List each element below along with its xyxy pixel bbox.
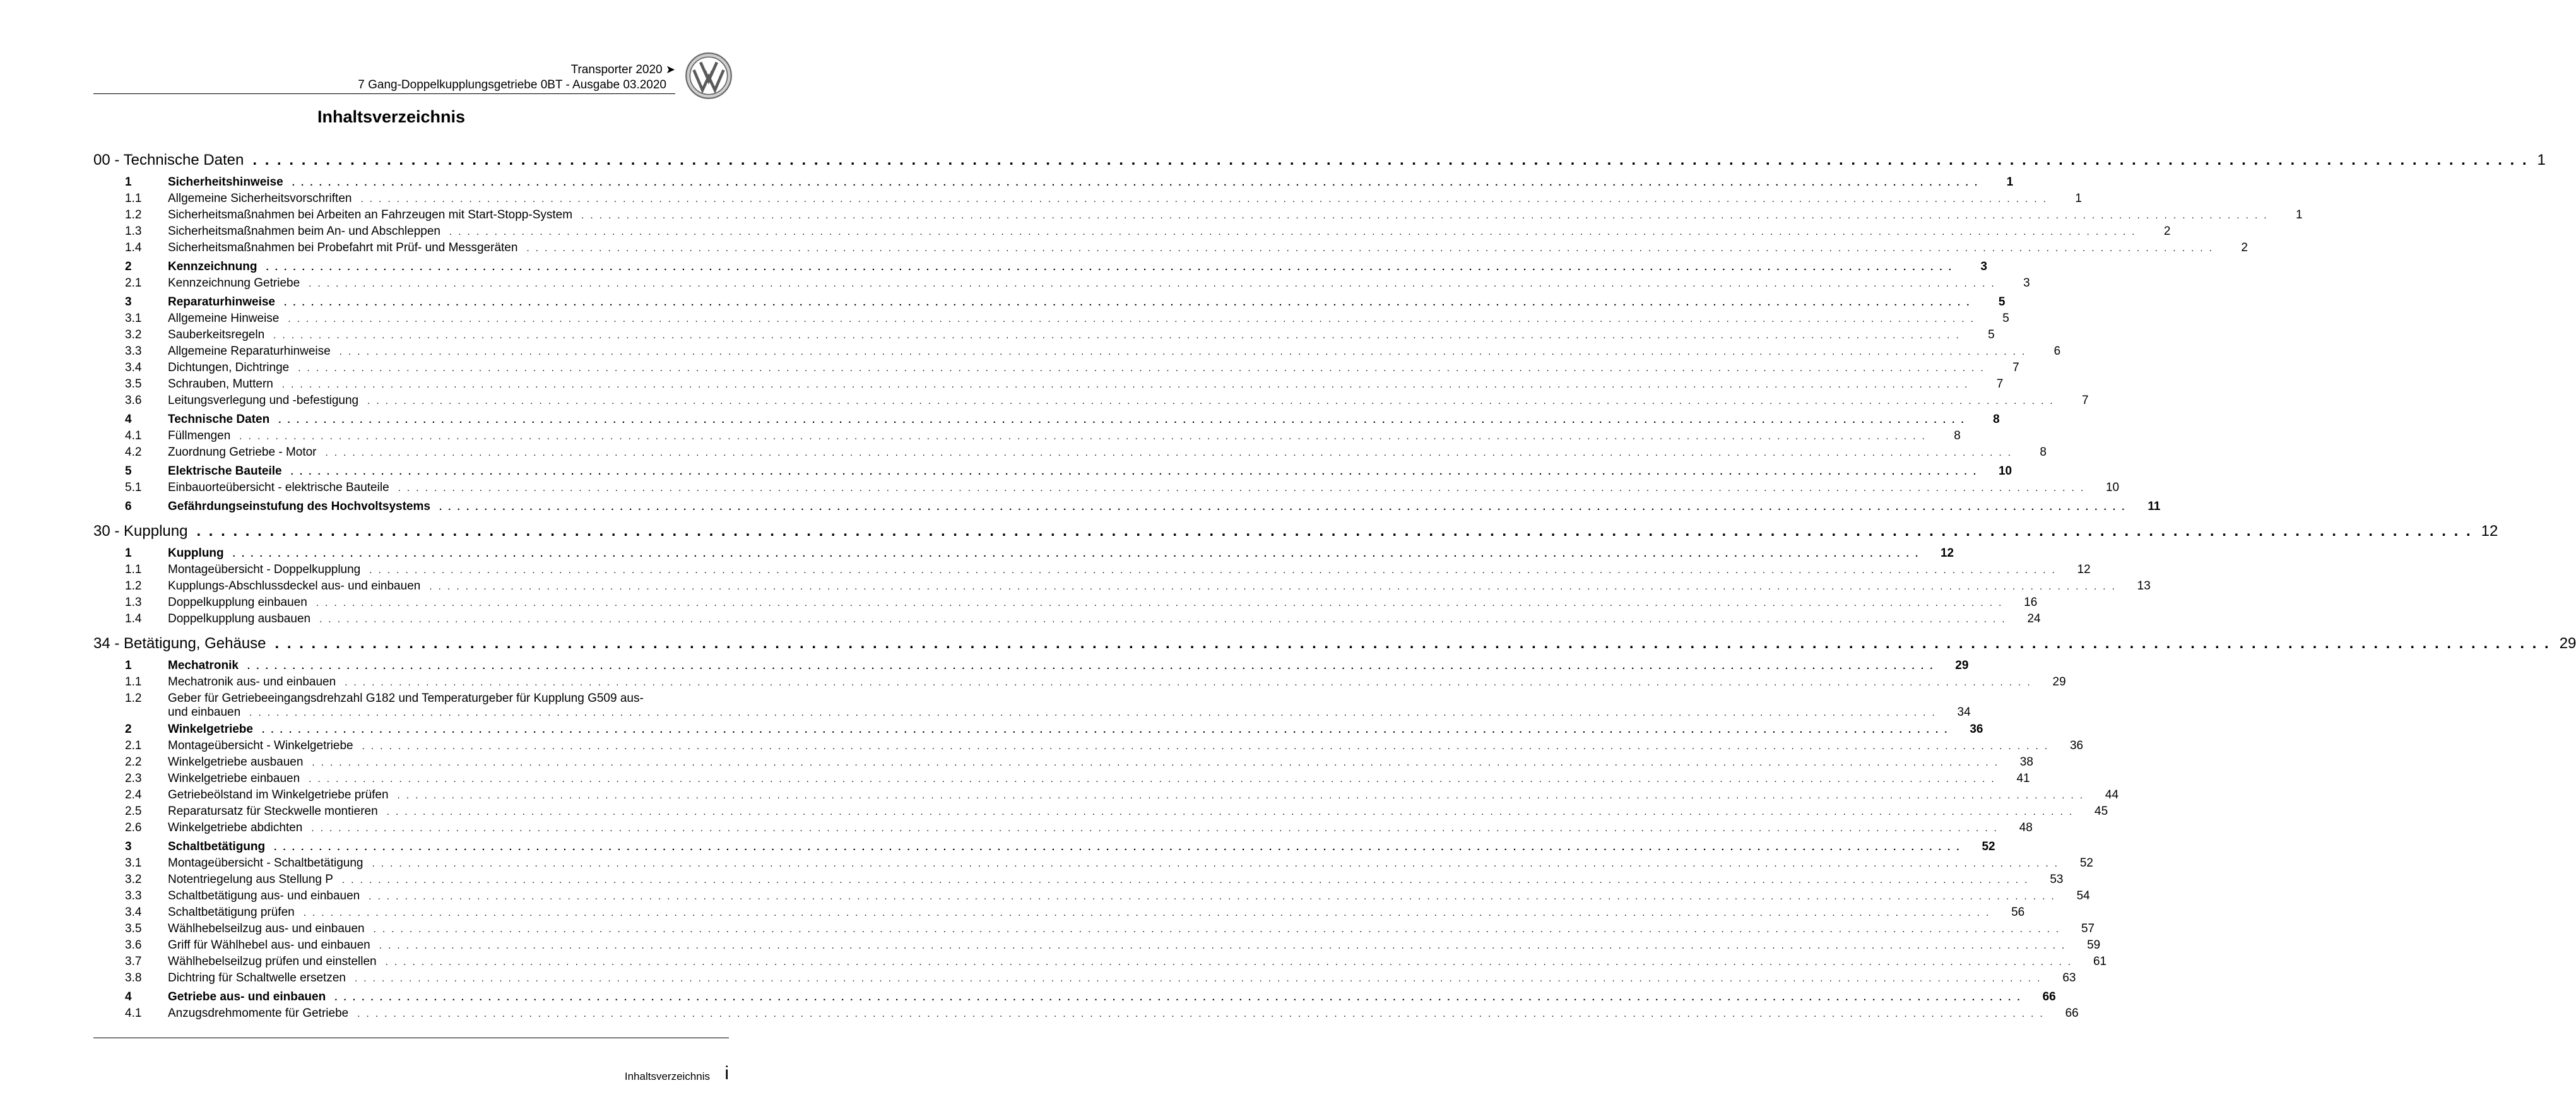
toc-item-page: 44: [2105, 788, 2119, 802]
toc-item-title: Sauberkeitsregeln: [168, 328, 265, 341]
toc-section: [93, 990, 2079, 1023]
toc-item-title-line2: und einbauen: [168, 706, 241, 719]
toc-item-number: 3.4: [125, 361, 142, 374]
toc-section-title: Winkelgetriebe: [168, 723, 253, 736]
toc-item-page: 8: [1954, 429, 1961, 442]
toc-section-number: 4: [125, 413, 132, 426]
toc-item-title: Montageübersicht - Doppelkupplung: [168, 563, 361, 576]
toc-section-title: Technische Daten: [168, 413, 270, 426]
leader-dots: [326, 447, 2012, 458]
toc-item-number: 4.2: [125, 446, 142, 459]
toc-item-title: Winkelgetriebe einbauen: [168, 772, 300, 785]
toc-section-link[interactable]: [93, 723, 1983, 739]
toc-item-title-line1: Geber für Getriebeeingangsdrehzahl G182 und Temperaturgeber für Kupplung G509 aus-: [168, 692, 644, 705]
toc-item-number: 5.1: [125, 481, 142, 494]
toc-chapter: [93, 151, 2546, 516]
toc-section: [93, 175, 2303, 258]
leader-dots: [291, 466, 1978, 477]
toc-section-title: Elektrische Bauteile: [168, 465, 282, 478]
toc-item-link[interactable]: [93, 906, 2025, 922]
toc-item-number: 1.4: [125, 241, 142, 254]
toc-item-link[interactable]: [93, 788, 2119, 805]
toc-item-link[interactable]: [93, 596, 2038, 612]
toc-item-link[interactable]: [93, 225, 2171, 241]
toc-item-link[interactable]: [93, 675, 2066, 692]
leader-dots: [304, 908, 1990, 918]
toc-item-page: 38: [2019, 755, 2033, 769]
toc-section-page: 29: [1955, 659, 1969, 672]
toc-section: [93, 500, 2161, 516]
leader-dots: [386, 957, 2072, 968]
toc-chapter-link[interactable]: [93, 523, 2498, 544]
toc-section-title: Getriebe aus- und einbauen: [168, 990, 326, 1003]
toc-item-link[interactable]: [93, 955, 2107, 971]
toc-item-title: Getriebeölstand im Winkelgetriebe prüfen: [168, 788, 389, 802]
toc-item-page: 56: [2011, 906, 2025, 919]
toc-item-title: Sicherheitsmaßnahmen bei Probefahrt mit Prüf- und Messgeräten: [168, 241, 518, 254]
toc-item-number: 2.5: [125, 805, 142, 818]
leader-dots: [311, 823, 1998, 834]
toc-item-title: Anzugsdrehmomente für Getriebe: [168, 1007, 349, 1020]
header-divider: [93, 93, 675, 94]
toc-section-title: Gefährdungseinstufung des Hochvoltsystems: [168, 500, 430, 513]
leader-dots: [357, 1009, 2044, 1019]
toc-section-title: Schaltbetätigung: [168, 840, 266, 853]
toc-section: [93, 465, 2120, 497]
toc-section-link[interactable]: [93, 465, 2012, 481]
toc-item-page: 41: [2016, 772, 2030, 785]
toc-item-number: 1.1: [125, 563, 142, 576]
toc-item-number: 2.2: [125, 755, 142, 769]
toc-item-page: 1: [2295, 208, 2303, 222]
table-of-contents: [93, 151, 2576, 1023]
toc-item-link[interactable]: [93, 692, 1971, 720]
toc-chapter: [93, 523, 2498, 629]
toc-chapter-title: 34 - Betätigung, Gehäuse: [93, 635, 266, 652]
toc-chapter-title: 00 - Technische Daten: [93, 151, 244, 169]
toc-item-title: Allgemeine Hinweise: [168, 312, 280, 325]
leader-dots: [449, 227, 2136, 237]
toc-item-number: 1.3: [125, 596, 142, 609]
leader-dots: [292, 177, 1979, 188]
toc-section-number: 5: [125, 465, 132, 478]
toc-item-link[interactable]: [93, 446, 2047, 462]
leader-dots: [275, 635, 2551, 653]
toc-item-number: 3.6: [125, 938, 142, 952]
toc-item-title: Allgemeine Reparaturhinweise: [168, 345, 331, 358]
toc-chapter-link[interactable]: [93, 151, 2546, 173]
toc-item-page: 63: [2062, 971, 2076, 985]
toc-item-link[interactable]: [93, 328, 1995, 345]
toc-item-number: 3.1: [125, 856, 142, 870]
toc-item-page: 16: [2024, 596, 2038, 609]
toc-item-page: 66: [2065, 1007, 2079, 1020]
toc-item-title: Kennzeichnung Getriebe: [168, 276, 300, 290]
toc-item-title: Winkelgetriebe ausbauen: [168, 755, 304, 769]
toc-item-title: Schaltbetätigung prüfen: [168, 906, 295, 919]
leader-dots: [262, 725, 1949, 735]
toc-section-number: 2: [125, 723, 132, 736]
toc-section: [93, 723, 2119, 838]
toc-item-number: 2.1: [125, 739, 142, 752]
toc-item-number: 3.2: [125, 873, 142, 886]
toc-item-page: 57: [2081, 922, 2095, 935]
leader-dots: [196, 523, 2472, 540]
toc-section-link[interactable]: [93, 175, 2014, 192]
toc-item-page: 12: [2077, 563, 2091, 576]
toc-item-title: Doppelkupplung einbauen: [168, 596, 307, 609]
toc-item-title: Allgemeine Sicherheitsvorschriften: [168, 192, 352, 205]
header-model: Transporter 2020 ➤: [570, 63, 675, 76]
toc-item-title: Doppelkupplung ausbauen: [168, 612, 311, 625]
leader-dots: [252, 151, 2528, 169]
toc-item-number: 3.6: [125, 394, 142, 407]
toc-section-page: 10: [1998, 465, 2012, 478]
toc-item-title: Schrauben, Muttern: [168, 377, 273, 391]
toc-item-number: 3.7: [125, 955, 142, 968]
leader-dots: [340, 346, 2026, 357]
leader-dots: [274, 842, 1961, 853]
toc-item-page: 13: [2137, 579, 2151, 593]
toc-item-title: Leitungsverlegung und -befestigung: [168, 394, 359, 407]
toc-item-page: 36: [2069, 739, 2084, 752]
toc-section-number: 1: [125, 547, 132, 560]
toc-section-title: Mechatronik: [168, 659, 239, 672]
toc-chapter-page: 12: [2481, 523, 2498, 540]
toc-item-page: 29: [2052, 675, 2066, 689]
toc-item-number: 1.1: [125, 192, 142, 205]
toc-item-link[interactable]: [93, 345, 2061, 361]
toc-item-title: Notentriegelung aus Stellung P: [168, 873, 333, 886]
toc-item-number: 1.4: [125, 612, 142, 625]
toc-item-number: 3.1: [125, 312, 142, 325]
toc-item-page: 7: [1996, 377, 2004, 391]
toc-item-title: Zuordnung Getriebe - Motor: [168, 446, 317, 459]
toc-section-page: 8: [1993, 413, 2000, 426]
leader-dots: [581, 210, 2268, 221]
toc-item-page: 53: [2050, 873, 2064, 886]
toc-item-page: 7: [2082, 394, 2089, 407]
toc-item-link[interactable]: [93, 579, 2151, 596]
toc-item-page: 10: [2105, 481, 2120, 494]
toc-item-page: 1: [2075, 192, 2082, 205]
leader-dots: [319, 614, 2006, 625]
toc-section-link[interactable]: [93, 413, 2000, 429]
toc-item-link[interactable]: [93, 361, 2019, 377]
toc-item-title: Dichtungen, Dichtringe: [168, 361, 290, 374]
leader-dots: [387, 807, 2074, 817]
toc-chapter-title: 30 - Kupplung: [93, 523, 188, 540]
toc-item-page: 3: [2023, 276, 2030, 290]
toc-section-link[interactable]: [93, 659, 1969, 675]
toc-item-link[interactable]: [93, 1007, 2079, 1023]
toc-item-link[interactable]: [93, 208, 2303, 225]
toc-item-number: 3.5: [125, 922, 142, 935]
toc-chapter-link[interactable]: [93, 635, 2576, 656]
leader-dots: [273, 330, 1960, 341]
toc-item-number: 3.4: [125, 906, 142, 919]
footer-label: Inhaltsverzeichnis: [624, 1070, 710, 1082]
toc-item-link[interactable]: [93, 873, 2064, 889]
toc-section-number: 6: [125, 500, 132, 513]
toc-item-number: 2.4: [125, 788, 142, 802]
toc-item-page: 2: [2241, 241, 2248, 254]
toc-item-link[interactable]: [93, 429, 1961, 446]
toc-item-number: 2.1: [125, 276, 142, 290]
leader-dots: [429, 581, 2116, 592]
toc-item-link[interactable]: [93, 377, 2004, 394]
toc-item-number: 4.1: [125, 429, 142, 442]
leader-dots: [309, 774, 1995, 784]
toc-item-link[interactable]: [93, 739, 2084, 755]
toc-section-page: 36: [1970, 723, 1983, 736]
header-subtitle: 7 Gang-Doppelkupplungsgetriebe 0BT - Ausgabe 03.2020: [358, 78, 666, 92]
toc-item-title: Sicherheitsmaßnahmen beim An- und Abschleppen: [168, 225, 440, 238]
toc-item-title-line2-row: [168, 706, 1971, 720]
leader-dots: [369, 891, 2055, 902]
leader-dots: [312, 757, 1999, 768]
toc-section-title: Kupplung: [168, 547, 224, 560]
leader-dots: [278, 415, 1965, 425]
toc-item-link[interactable]: [93, 394, 2089, 410]
toc-item-number: 1.2: [125, 692, 142, 705]
page-title: Inhaltsverzeichnis: [317, 107, 466, 126]
leader-dots: [249, 706, 1936, 720]
toc-section-page: 66: [2042, 990, 2056, 1003]
leader-dots: [379, 940, 2066, 951]
leader-dots: [282, 379, 1969, 390]
toc-section-number: 3: [125, 295, 132, 309]
leader-dots: [334, 992, 2021, 1003]
leader-dots: [367, 396, 2054, 406]
toc-item-page: 24: [2027, 612, 2041, 625]
toc-item-page: 59: [2087, 938, 2101, 952]
toc-item-number: 2.3: [125, 772, 142, 785]
leader-dots: [360, 194, 2047, 204]
leader-dots: [362, 741, 2049, 752]
toc-item-page: 34: [1957, 706, 1971, 719]
toc-section-page: 11: [2148, 500, 2161, 513]
leader-dots: [233, 548, 1920, 559]
toc-item-link[interactable]: [93, 481, 2120, 497]
toc-item-page: 5: [2002, 312, 2009, 325]
toc-item-page: 54: [2076, 889, 2090, 903]
toc-section-number: 2: [125, 260, 132, 273]
leader-dots: [342, 875, 2029, 885]
toc-item-link[interactable]: [93, 276, 2030, 293]
toc-item-number: 2.6: [125, 821, 142, 834]
leader-dots: [345, 677, 2031, 688]
toc-item-title: Wählhebelseilzug aus- und einbauen: [168, 922, 365, 935]
toc-item-title: Winkelgetriebe abdichten: [168, 821, 303, 834]
leader-dots: [369, 565, 2056, 576]
toc-section-page: 12: [1940, 547, 1954, 560]
toc-section-page: 5: [1998, 295, 2006, 309]
toc-section: [93, 840, 2107, 988]
toc-item-title: Kupplungs-Abschlussdeckel aus- und einbauen: [168, 579, 421, 593]
toc-section: [93, 295, 2089, 410]
toc-item-title: Sicherheitsmaßnahmen bei Arbeiten an Fahrzeugen mit Start-Stopp-System: [168, 208, 573, 222]
toc-item-link[interactable]: [93, 971, 2076, 988]
toc-section-link[interactable]: [93, 990, 2056, 1007]
page-header: [93, 61, 675, 93]
leader-dots: [316, 598, 2003, 608]
toc-item-link[interactable]: [93, 772, 2030, 788]
toc-item-title: Montageübersicht - Schaltbetätigung: [168, 856, 363, 870]
toc-item-link[interactable]: [93, 312, 2009, 328]
leader-dots: [288, 314, 1975, 324]
toc-item-number: 3.3: [125, 889, 142, 903]
toc-item-page: 61: [2093, 955, 2107, 968]
toc-item-page: 7: [2012, 361, 2019, 374]
toc-section-number: 4: [125, 990, 132, 1003]
toc-section-title: Reparaturhinweise: [168, 295, 275, 309]
toc-section-number: 1: [125, 659, 132, 672]
toc-item-title: Montageübersicht - Winkelgetriebe: [168, 739, 353, 752]
toc-item-title: Füllmengen: [168, 429, 231, 442]
toc-section-page: 1: [2006, 175, 2014, 189]
toc-item-number: 3.3: [125, 345, 142, 358]
toc-section-title: Sicherheitshinweise: [168, 175, 283, 189]
toc-section-link[interactable]: [93, 840, 1995, 856]
toc-section: [93, 659, 2066, 720]
leader-dots: [398, 483, 2085, 494]
toc-item-number: 1.2: [125, 579, 142, 593]
leader-dots: [372, 858, 2059, 869]
toc-section-link[interactable]: [93, 260, 1987, 276]
toc-item-page: 6: [2053, 345, 2061, 358]
vw-logo-icon: [685, 52, 733, 100]
toc-item-link[interactable]: [93, 755, 2033, 772]
footer-page-number: i: [724, 1063, 729, 1084]
leader-dots: [398, 790, 2084, 801]
toc-section-link[interactable]: [93, 547, 1954, 563]
toc-item-link[interactable]: [93, 856, 2093, 873]
toc-item-link[interactable]: [93, 889, 2090, 906]
toc-item-page: 5: [1988, 328, 1995, 341]
toc-item-link[interactable]: [93, 922, 2095, 938]
toc-item-link[interactable]: [93, 612, 2041, 629]
leader-dots: [239, 431, 1926, 442]
toc-item-number: 3.2: [125, 328, 142, 341]
toc-item-title: Wählhebelseilzug prüfen und einstellen: [168, 955, 377, 968]
toc-item-number: 3.5: [125, 377, 142, 391]
toc-item-title: Schaltbetätigung aus- und einbauen: [168, 889, 360, 903]
toc-item-link[interactable]: [93, 192, 2082, 208]
toc-item-number: 4.1: [125, 1007, 142, 1020]
toc-section-page: 52: [1982, 840, 1995, 853]
toc-item-title: Einbauorteübersicht - elektrische Bauteile: [168, 481, 389, 494]
toc-item-link[interactable]: [93, 805, 2108, 821]
toc-item-title: Reparatursatz für Steckwelle montieren: [168, 805, 378, 818]
toc-item-page: 52: [2079, 856, 2093, 870]
toc-section-link[interactable]: [93, 500, 2161, 516]
leader-dots: [266, 262, 1953, 273]
toc-chapter: [93, 635, 2576, 1023]
toc-item-page: 8: [2040, 446, 2047, 459]
leader-dots: [439, 502, 2126, 512]
toc-item-page: 2: [2163, 225, 2171, 238]
leader-dots: [374, 924, 2060, 935]
arrow-right-icon: ➤: [665, 63, 675, 76]
toc-item-page: 45: [2094, 805, 2108, 818]
leader-dots: [526, 243, 2213, 254]
leader-dots: [298, 363, 1985, 374]
toc-chapter-page: 1: [2537, 151, 2546, 169]
toc-item-number: 1.3: [125, 225, 142, 238]
toc-section-link[interactable]: [93, 295, 2006, 312]
toc-chapter-page: 29: [2559, 635, 2576, 652]
toc-item-number: 1.2: [125, 208, 142, 222]
toc-item-link[interactable]: [93, 241, 2248, 258]
toc-item-title: [168, 692, 1971, 720]
leader-dots: [355, 973, 2041, 984]
toc-section: [93, 413, 2047, 462]
toc-item-number: 1.1: [125, 675, 142, 689]
toc-item-title: Mechatronik aus- und einbauen: [168, 675, 336, 689]
toc-item-title: Griff für Wählhebel aus- und einbauen: [168, 938, 370, 952]
leader-dots: [309, 278, 1995, 289]
toc-item-link[interactable]: [93, 821, 2033, 838]
toc-section-title: Kennzeichnung: [168, 260, 257, 273]
toc-item-link[interactable]: [93, 563, 2091, 579]
toc-section-number: 1: [125, 175, 132, 189]
toc-section-number: 3: [125, 840, 132, 853]
toc-item-link[interactable]: [93, 938, 2101, 955]
toc-section: [93, 260, 2030, 293]
toc-item-title: Dichtring für Schaltwelle ersetzen: [168, 971, 346, 985]
toc-item-page: 48: [2019, 821, 2033, 834]
leader-dots: [284, 297, 1971, 308]
toc-item-number: 3.8: [125, 971, 142, 985]
leader-dots: [247, 661, 1934, 672]
toc-section: [93, 547, 2151, 629]
toc-section-page: 3: [1980, 260, 1987, 273]
